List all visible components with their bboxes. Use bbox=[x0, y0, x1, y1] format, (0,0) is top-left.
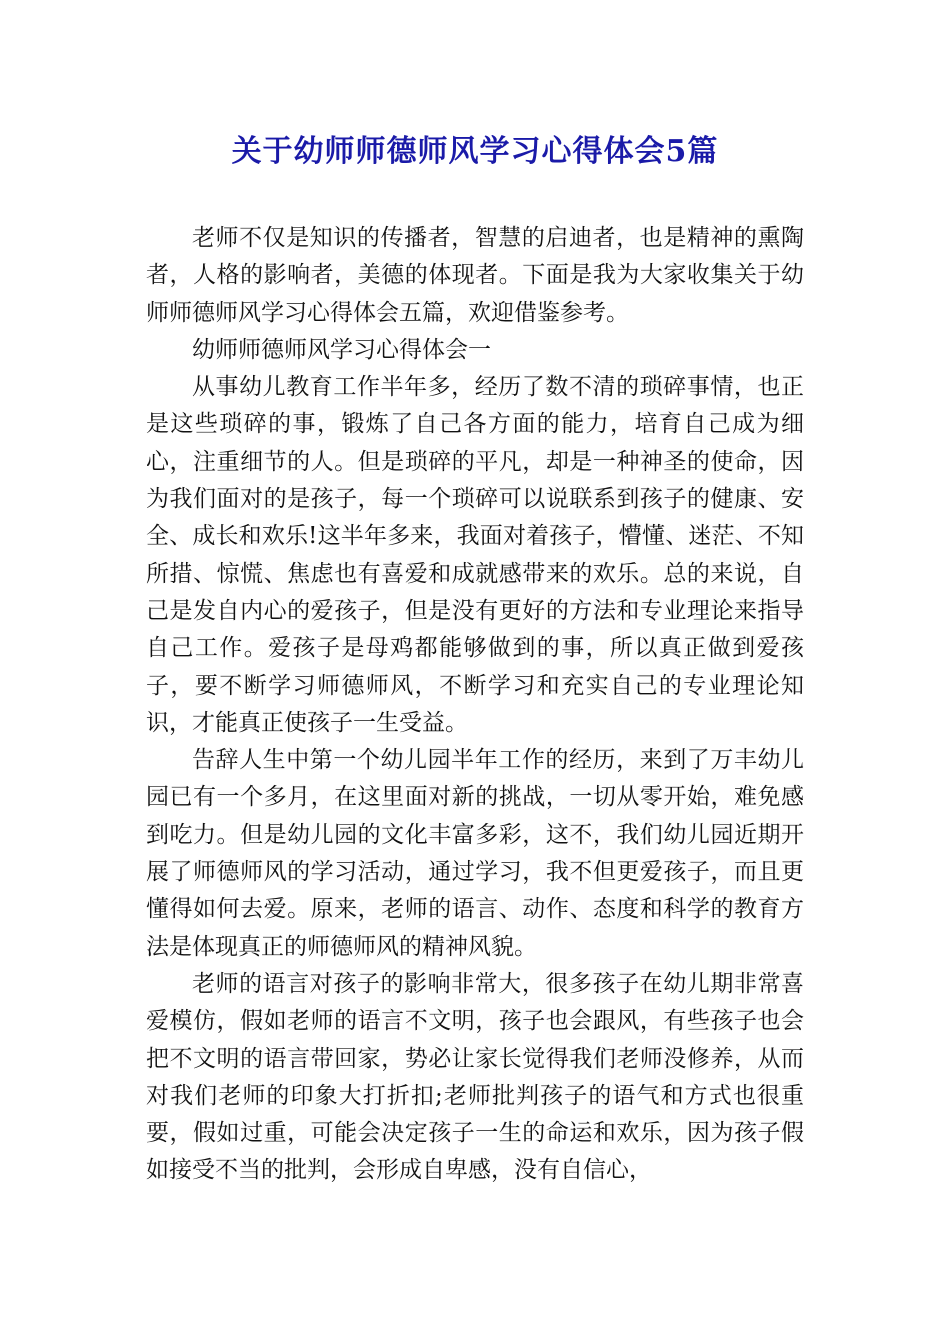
body-paragraph: 老师的语言对孩子的影响非常大，很多孩子在幼儿期非常喜爱模仿，假如老师的语言不文明，孩子也会跟风，有些孩子也会把不文明的语言带回家，势必让家长觉得我们老师没修养，从而对我们老师的印象大打折扣;老师批判孩子的语气和方式也很重要，假如过重，可能会决定孩子一生的命运和欢乐，因为孩子假如接受不当的批判，会形成自卑感，没有自信心， bbox=[146, 970, 804, 1184]
body-paragraph: 从事幼儿教育工作半年多，经历了数不清的琐碎事情，也正是这些琐碎的事，锻炼了自己各方面的能力，培育自己成为细心，注重细节的人。但是琐碎的平凡，却是一种神圣的使命，因为我们面对的是孩子，每一个琐碎可以说联系到孩子的健康、安全、成长和欢乐!这半年多来，我面对着孩子，懵懂、迷茫、不知所措、惊慌、焦虑也有喜爱和成就感带来的欢乐。总的来说，自己是发自内心的爱孩子，但是没有更好的方法和专业理论来指导自己工作。爱孩子是母鸡都能够做到的事，所以真正做到爱孩子，要不断学习师德师风，不断学习和充实自己的专业理论知识，才能真正使孩子一生受益。 bbox=[146, 374, 804, 736]
intro-paragraph: 老师不仅是知识的传播者，智慧的启迪者，也是精神的熏陶者，人格的影响者，美德的体现者。下面是我为大家收集关于幼师师德师风学习心得体会五篇，欢迎借鉴参考。 bbox=[146, 225, 804, 326]
section-heading-1: 幼师师德师风学习心得体会一 bbox=[192, 336, 491, 363]
document-body bbox=[146, 220, 804, 1190]
document-title: 关于幼师师德师风学习心得体会5篇 bbox=[231, 134, 719, 169]
body-paragraph: 告辞人生中第一个幼儿园半年工作的经历，来到了万丰幼儿园已有一个多月，在这里面对新的挑战，一切从零开始，难免感到吃力。但是幼儿园的文化丰富多彩，这不，我们幼儿园近期开展了师德师风的学习活动，通过学习，我不但更爱孩子，而且更懂得如何去爱。原来，老师的语言、动作、态度和科学的教育方法是体现真正的师德师风的精神风貌。 bbox=[146, 747, 804, 960]
